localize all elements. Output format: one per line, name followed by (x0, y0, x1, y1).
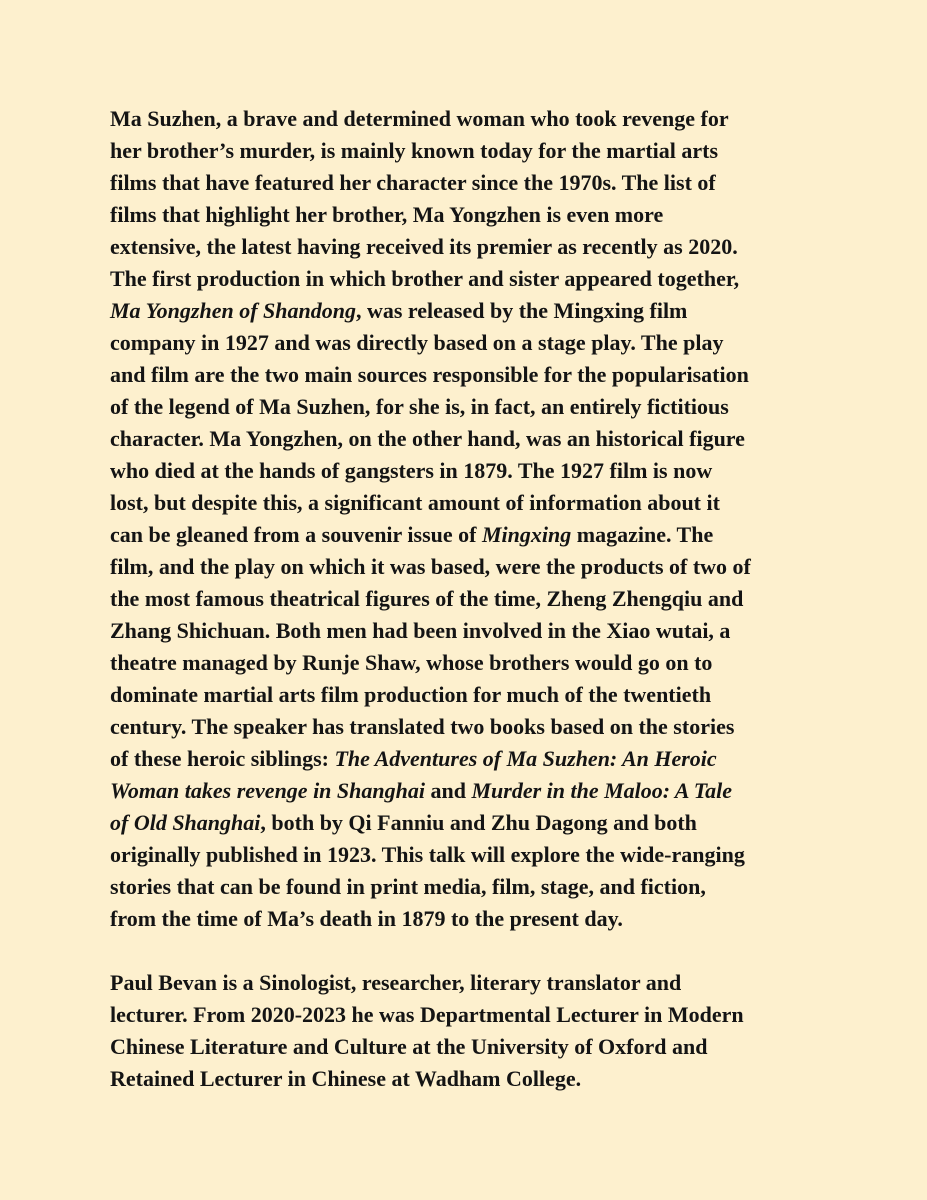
text-line (110, 903, 832, 935)
text-segment: of these heroic siblings: (110, 746, 335, 771)
title-italic-segment: Ma Yongzhen of Shandong (110, 298, 356, 323)
text-segment: films that have featured her character since the 1970s. The list of (110, 170, 716, 195)
text-line (110, 199, 832, 231)
text-segment: theatre managed by Runje Shaw, whose brothers would go on to (110, 650, 713, 675)
text-segment: film, and the play on which it was based, were the products of two of (110, 554, 751, 579)
text-segment: and (424, 778, 472, 803)
text-segment: stories that can be found in print media, film, stage, and fiction, (110, 874, 706, 899)
text-line (110, 711, 832, 743)
text-line (110, 167, 832, 199)
text-segment: magazine. The (571, 522, 714, 547)
text-line (110, 999, 832, 1031)
text-segment: films that highlight her brother, Ma Yongzhen is even more (110, 202, 664, 227)
text-line (110, 295, 832, 327)
text-line (110, 1031, 832, 1063)
talk-abstract-paragraph (110, 103, 832, 935)
text-segment: Zhang Shichuan. Both men had been involved in the Xiao wutai, a (110, 618, 731, 643)
text-segment: can be gleaned from a souvenir issue of (110, 522, 482, 547)
text-line (110, 807, 832, 839)
text-segment: lecturer. From 2020-2023 he was Departmental Lecturer in Modern (110, 1002, 744, 1027)
title-italic-segment: of Old Shanghai (110, 810, 261, 835)
text-line (110, 583, 832, 615)
text-segment: of the legend of Ma Suzhen, for she is, in fact, an entirely fictitious (110, 394, 729, 419)
text-line (110, 775, 832, 807)
text-segment: dominate martial arts film production for much of the twentieth (110, 682, 712, 707)
text-line (110, 135, 832, 167)
text-line (110, 103, 832, 135)
text-segment: lost, but despite this, a significant amount of information about it (110, 490, 720, 515)
text-segment: extensive, the latest having received its premier as recently as 2020. (110, 234, 738, 259)
text-line (110, 615, 832, 647)
text-line (110, 455, 832, 487)
text-segment: Ma Suzhen, a brave and determined woman who took revenge for (110, 106, 729, 131)
title-italic-segment: Mingxing (481, 522, 572, 547)
text-line (110, 231, 832, 263)
title-italic-segment: The Adventures of Ma Suzhen: An Heroic (334, 746, 717, 771)
text-line (110, 359, 832, 391)
text-line (110, 1063, 832, 1095)
text-line (110, 487, 832, 519)
text-segment: from the time of Ma’s death in 1879 to the present day. (110, 906, 623, 931)
text-line (110, 743, 832, 775)
text-line (110, 423, 832, 455)
text-segment: character. Ma Yongzhen, on the other hand, was an historical figure (110, 426, 745, 451)
title-italic-segment: Murder in the Maloo: A Tale (471, 778, 733, 803)
text-line (110, 551, 832, 583)
text-line (110, 327, 832, 359)
text-segment: and film are the two main sources responsible for the popularisation (110, 362, 749, 387)
text-segment: The first production in which brother and sister appeared together, (110, 266, 740, 291)
text-segment: century. The speaker has translated two books based on the stories (110, 714, 735, 739)
text-segment: Chinese Literature and Culture at the University of Oxford and (110, 1034, 708, 1059)
text-line (110, 871, 832, 903)
text-segment: , was released by the Mingxing film (355, 298, 688, 323)
text-segment: who died at the hands of gangsters in 1879. The 1927 film is now (110, 458, 713, 483)
text-line (110, 391, 832, 423)
title-italic-segment: Woman takes revenge in Shanghai (110, 778, 425, 803)
text-segment: originally published in 1923. This talk will explore the wide-ranging (110, 842, 745, 867)
text-segment: her brother’s murder, is mainly known today for the martial arts (110, 138, 719, 163)
text-segment: , both by Qi Fanniu and Zhu Dagong and both (260, 810, 697, 835)
text-line (110, 519, 832, 551)
text-line (110, 647, 832, 679)
text-line (110, 839, 832, 871)
text-segment: company in 1927 and was directly based on a stage play. The play (110, 330, 724, 355)
text-line (110, 679, 832, 711)
document-body (110, 103, 832, 1095)
text-segment: the most famous theatrical figures of the time, Zheng Zhengqiu and (110, 586, 744, 611)
text-line (110, 263, 832, 295)
text-segment: Paul Bevan is a Sinologist, researcher, literary translator and (110, 970, 682, 995)
speaker-bio-paragraph (110, 967, 832, 1095)
text-segment: Retained Lecturer in Chinese at Wadham College. (110, 1066, 582, 1091)
text-line (110, 967, 832, 999)
